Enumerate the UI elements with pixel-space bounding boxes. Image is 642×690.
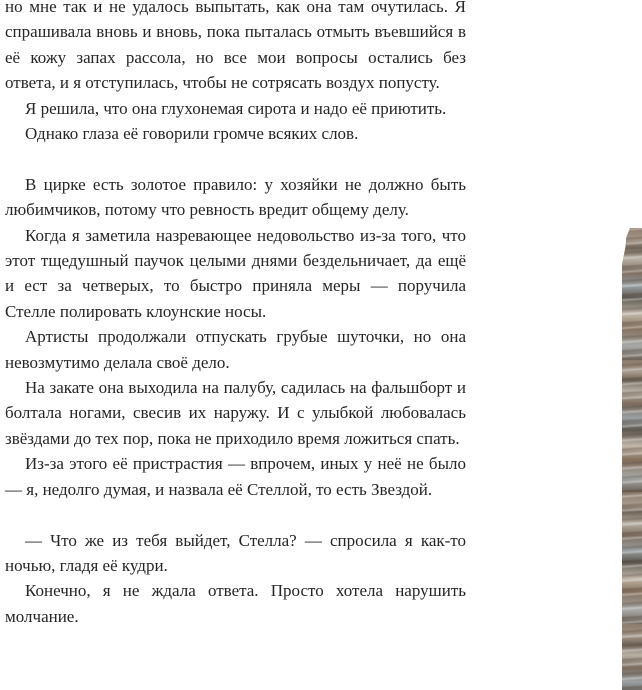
paragraph-9: — Что же из тебя выйдет, Стелла? — спросила я как-то ночью, гладя её кудри. [5, 530, 466, 575]
text-column [5, 0, 466, 629]
paragraph-4: В цирке есть золотое правило: у хозяйки не должно быть любимчиков, потому что ревность вредит общему делу. [5, 174, 466, 220]
paragraph-2: Я решила, что она глухонемая сирота и надо её приютить. [25, 98, 447, 118]
paragraph-5: Когда я заметила назревающее недовольство из-за того, что этот тщедушный паучок целыми днями бездельничает, да ещё и ест за четверых, то быстро приняла меры — поручила Стелле полировать клоунские носы. [5, 225, 466, 321]
paragraph-6: Артисты продолжали отпускать грубые шуточки, но она невозмутимо делала своё дело. [5, 327, 466, 372]
paragraph-7: На закате она выходила на палубу, садилась на фальшборт и болтала ногами, свесив их наружу. И с улыбкой любовалась звёздами до тех пор, пока не приходило время ложиться спать. [5, 378, 466, 448]
paragraph-1: но мне так и не удалось выпытать, как она там очутилась. Я спрашивала вновь и вновь, пока пыталась отмыть въевшийся в её кожу запах рассола, но все мои вопросы остались без ответа, и я отступилась, чтобы не сотрясать воздух попусту. [5, 0, 466, 93]
paragraph-10: Конечно, я не ждала ответа. Просто хотела нарушить молчание. [5, 581, 466, 626]
paragraph-8: Из-за этого её пристрастия — впрочем, иных у неё не было — я, недолго думая, и назвала её Стеллой, то есть Звездой. [5, 454, 466, 499]
wood-texture-illustration [622, 228, 642, 690]
paragraph-3: Однако глаза её говорили громче всяких слов. [25, 124, 359, 144]
